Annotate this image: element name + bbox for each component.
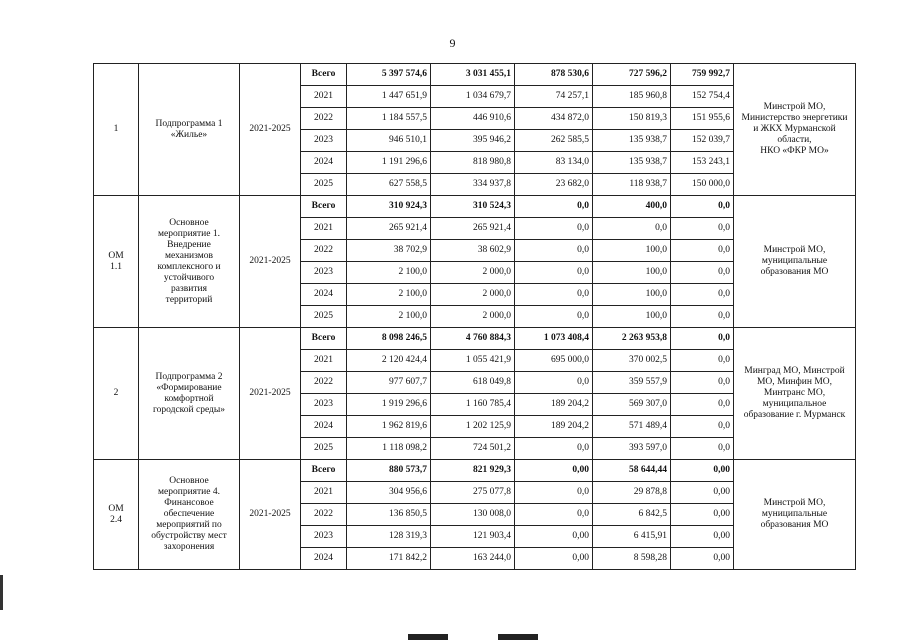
table-row [94, 64, 856, 86]
local-budget: 8 598,28 [593, 548, 671, 570]
federal-budget: 0,0 [515, 504, 593, 526]
item-name: Основное мероприятие 4. Финансовое обеспечение мероприятий по обустройству мест захоронения [139, 460, 240, 570]
row-year: 2022 [301, 108, 347, 130]
budget-table-body [94, 64, 856, 570]
total-amount: 1 184 557,5 [347, 108, 431, 130]
row-year: 2025 [301, 306, 347, 328]
local-budget: 150 819,3 [593, 108, 671, 130]
local-budget: 370 002,5 [593, 350, 671, 372]
item-period: 2021-2025 [240, 64, 301, 196]
other-sources: 759 992,7 [671, 64, 734, 86]
other-sources: 151 955,6 [671, 108, 734, 130]
federal-budget: 23 682,0 [515, 174, 593, 196]
item-number: ОМ 1.1 [94, 196, 139, 328]
federal-budget: 189 204,2 [515, 394, 593, 416]
total-amount: 880 573,7 [347, 460, 431, 482]
total-amount: 2 120 424,4 [347, 350, 431, 372]
row-year: 2021 [301, 350, 347, 372]
other-sources: 0,0 [671, 372, 734, 394]
other-sources: 153 243,1 [671, 152, 734, 174]
federal-budget: 0,0 [515, 262, 593, 284]
total-amount: 136 850,5 [347, 504, 431, 526]
regional-budget: 1 034 679,7 [431, 86, 515, 108]
row-year: 2021 [301, 218, 347, 240]
regional-budget: 4 760 884,3 [431, 328, 515, 350]
federal-budget: 83 134,0 [515, 152, 593, 174]
total-amount: 1 118 098,2 [347, 438, 431, 460]
federal-budget: 0,0 [515, 284, 593, 306]
other-sources: 0,00 [671, 504, 734, 526]
total-amount: 128 319,3 [347, 526, 431, 548]
local-budget: 359 557,9 [593, 372, 671, 394]
item-name: Подпрограмма 2 «Формирование комфортной городской среды» [139, 328, 240, 460]
scan-bottom-mark [408, 634, 448, 640]
federal-budget: 0,0 [515, 372, 593, 394]
local-budget: 393 597,0 [593, 438, 671, 460]
regional-budget: 2 000,0 [431, 284, 515, 306]
other-sources: 0,0 [671, 394, 734, 416]
total-amount: 310 924,3 [347, 196, 431, 218]
regional-budget: 163 244,0 [431, 548, 515, 570]
total-amount: 5 397 574,6 [347, 64, 431, 86]
federal-budget: 0,0 [515, 482, 593, 504]
local-budget: 100,0 [593, 262, 671, 284]
row-year: 2023 [301, 130, 347, 152]
federal-budget: 0,00 [515, 460, 593, 482]
local-budget: 6 415,91 [593, 526, 671, 548]
other-sources: 0,0 [671, 262, 734, 284]
regional-budget: 275 077,8 [431, 482, 515, 504]
item-executors: Минстрой МО, муниципальные образования МО [734, 460, 856, 570]
local-budget: 400,0 [593, 196, 671, 218]
row-year: 2022 [301, 240, 347, 262]
scan-edge-mark [0, 575, 3, 610]
federal-budget: 189 204,2 [515, 416, 593, 438]
row-year: 2024 [301, 416, 347, 438]
scan-bottom-mark [498, 634, 538, 640]
local-budget: 100,0 [593, 240, 671, 262]
row-year: 2021 [301, 482, 347, 504]
local-budget: 571 489,4 [593, 416, 671, 438]
other-sources: 0,00 [671, 482, 734, 504]
regional-budget: 265 921,4 [431, 218, 515, 240]
total-amount: 2 100,0 [347, 306, 431, 328]
local-budget: 29 878,8 [593, 482, 671, 504]
other-sources: 0,00 [671, 460, 734, 482]
row-year: Всего [301, 196, 347, 218]
row-year: Всего [301, 328, 347, 350]
item-period: 2021-2025 [240, 460, 301, 570]
regional-budget: 2 000,0 [431, 262, 515, 284]
local-budget: 135 938,7 [593, 130, 671, 152]
federal-budget: 878 530,6 [515, 64, 593, 86]
total-amount: 8 098 246,5 [347, 328, 431, 350]
federal-budget: 1 073 408,4 [515, 328, 593, 350]
item-name: Основное мероприятие 1. Внедрение механизмов комплексного и устойчивого развития территорий [139, 196, 240, 328]
federal-budget: 0,0 [515, 306, 593, 328]
item-period: 2021-2025 [240, 196, 301, 328]
other-sources: 0,0 [671, 438, 734, 460]
regional-budget: 1 055 421,9 [431, 350, 515, 372]
other-sources: 152 039,7 [671, 130, 734, 152]
other-sources: 0,0 [671, 306, 734, 328]
total-amount: 304 956,6 [347, 482, 431, 504]
local-budget: 0,0 [593, 218, 671, 240]
local-budget: 58 644,44 [593, 460, 671, 482]
total-amount: 265 921,4 [347, 218, 431, 240]
regional-budget: 334 937,8 [431, 174, 515, 196]
federal-budget: 0,00 [515, 526, 593, 548]
item-executors: Минстрой МО, муниципальные образования МО [734, 196, 856, 328]
regional-budget: 310 524,3 [431, 196, 515, 218]
other-sources: 0,00 [671, 548, 734, 570]
local-budget: 727 596,2 [593, 64, 671, 86]
other-sources: 0,0 [671, 218, 734, 240]
row-year: 2023 [301, 394, 347, 416]
row-year: 2023 [301, 526, 347, 548]
item-executors: Минград МО, Минстрой МО, Минфин МО, Минтранс МО, муниципальное образование г. Мурманск [734, 328, 856, 460]
local-budget: 6 842,5 [593, 504, 671, 526]
federal-budget: 434 872,0 [515, 108, 593, 130]
row-year: 2024 [301, 152, 347, 174]
regional-budget: 1 160 785,4 [431, 394, 515, 416]
total-amount: 38 702,9 [347, 240, 431, 262]
federal-budget: 0,00 [515, 548, 593, 570]
row-year: 2025 [301, 438, 347, 460]
row-year: 2023 [301, 262, 347, 284]
regional-budget: 724 501,2 [431, 438, 515, 460]
row-year: 2022 [301, 504, 347, 526]
other-sources: 152 754,4 [671, 86, 734, 108]
item-number: 1 [94, 64, 139, 196]
regional-budget: 818 980,8 [431, 152, 515, 174]
total-amount: 977 607,7 [347, 372, 431, 394]
regional-budget: 395 946,2 [431, 130, 515, 152]
item-period: 2021-2025 [240, 328, 301, 460]
regional-budget: 821 929,3 [431, 460, 515, 482]
other-sources: 0,0 [671, 350, 734, 372]
total-amount: 2 100,0 [347, 262, 431, 284]
federal-budget: 695 000,0 [515, 350, 593, 372]
regional-budget: 1 202 125,9 [431, 416, 515, 438]
row-year: 2024 [301, 548, 347, 570]
federal-budget: 0,0 [515, 240, 593, 262]
item-name: Подпрограмма 1 «Жилье» [139, 64, 240, 196]
local-budget: 118 938,7 [593, 174, 671, 196]
federal-budget: 262 585,5 [515, 130, 593, 152]
table-row [94, 460, 856, 482]
other-sources: 0,0 [671, 240, 734, 262]
federal-budget: 74 257,1 [515, 86, 593, 108]
total-amount: 1 962 819,6 [347, 416, 431, 438]
total-amount: 1 919 296,6 [347, 394, 431, 416]
local-budget: 100,0 [593, 306, 671, 328]
regional-budget: 618 049,8 [431, 372, 515, 394]
total-amount: 1 447 651,9 [347, 86, 431, 108]
item-number: ОМ 2.4 [94, 460, 139, 570]
row-year: 2021 [301, 86, 347, 108]
total-amount: 627 558,5 [347, 174, 431, 196]
budget-table [93, 63, 856, 570]
page-number: 9 [449, 36, 456, 50]
federal-budget: 0,0 [515, 218, 593, 240]
other-sources: 0,00 [671, 526, 734, 548]
other-sources: 0,0 [671, 416, 734, 438]
regional-budget: 130 008,0 [431, 504, 515, 526]
item-number: 2 [94, 328, 139, 460]
item-executors: Минстрой МО, Министерство энергетики и ЖКХ Мурманской области, НКО «ФКР МО» [734, 64, 856, 196]
regional-budget: 3 031 455,1 [431, 64, 515, 86]
row-year: 2022 [301, 372, 347, 394]
row-year: 2024 [301, 284, 347, 306]
local-budget: 100,0 [593, 284, 671, 306]
row-year: Всего [301, 460, 347, 482]
row-year: 2025 [301, 174, 347, 196]
federal-budget: 0,0 [515, 196, 593, 218]
total-amount: 2 100,0 [347, 284, 431, 306]
other-sources: 0,0 [671, 196, 734, 218]
local-budget: 2 263 953,8 [593, 328, 671, 350]
total-amount: 1 191 296,6 [347, 152, 431, 174]
regional-budget: 38 602,9 [431, 240, 515, 262]
regional-budget: 446 910,6 [431, 108, 515, 130]
other-sources: 0,0 [671, 284, 734, 306]
other-sources: 150 000,0 [671, 174, 734, 196]
local-budget: 135 938,7 [593, 152, 671, 174]
regional-budget: 2 000,0 [431, 306, 515, 328]
row-year: Всего [301, 64, 347, 86]
local-budget: 569 307,0 [593, 394, 671, 416]
other-sources: 0,0 [671, 328, 734, 350]
total-amount: 171 842,2 [347, 548, 431, 570]
table-row [94, 328, 856, 350]
table-row [94, 196, 856, 218]
local-budget: 185 960,8 [593, 86, 671, 108]
federal-budget: 0,0 [515, 438, 593, 460]
regional-budget: 121 903,4 [431, 526, 515, 548]
total-amount: 946 510,1 [347, 130, 431, 152]
